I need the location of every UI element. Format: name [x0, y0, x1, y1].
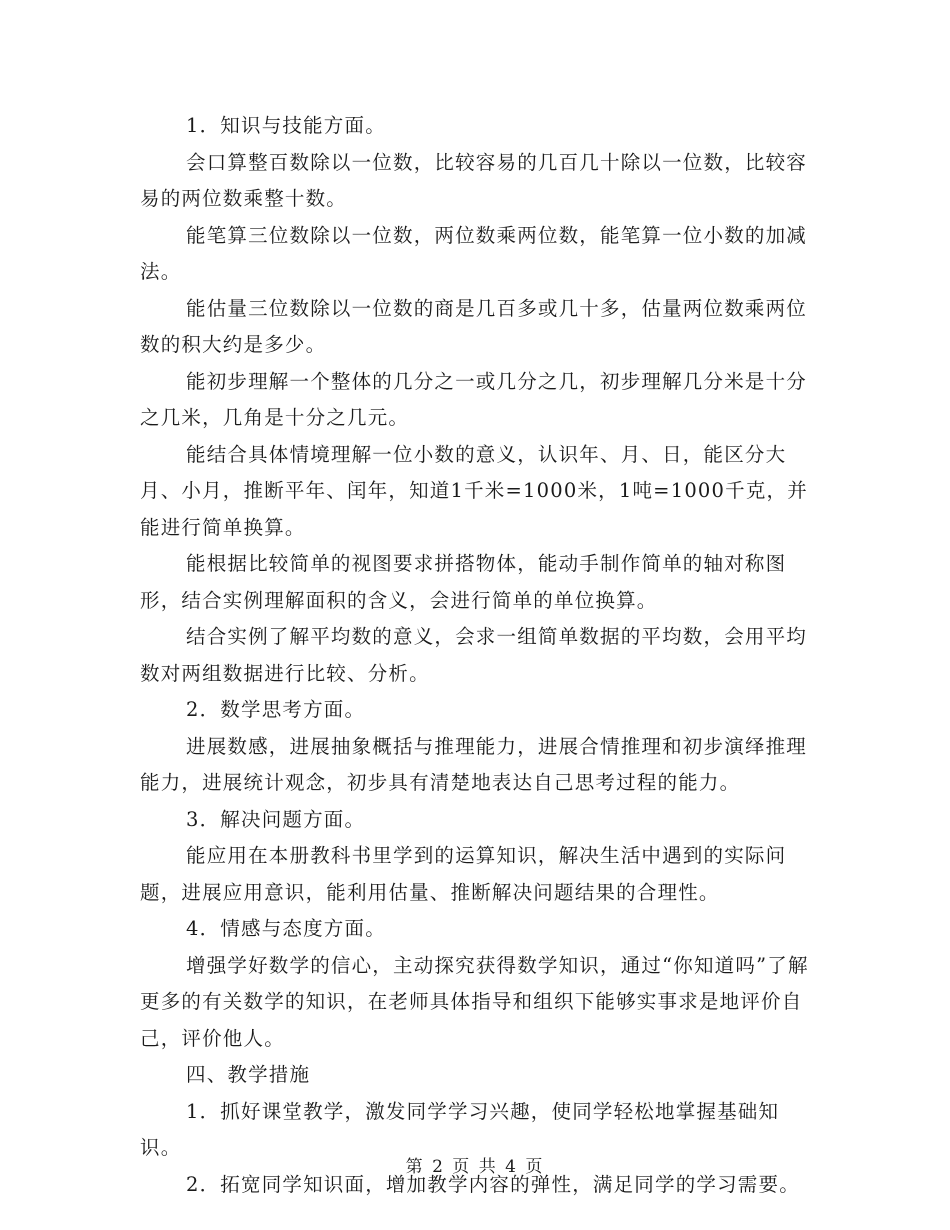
- paragraph-broaden-knowledge: 2．拓宽同学知识面，增加教学内容的弹性，满足同学的学习需要。: [186, 1172, 800, 1196]
- paragraph-decimals-calendar: 能结合具体情境理解一位小数的意义，认识年、月、日，能区分大月、小月，推断平年、闰年，知道1千米=1000米，1吨=1000千克，并能进行简单换算。: [140, 442, 808, 539]
- paragraph-number-sense: 进展数感，进展抽象概括与推理能力，进展合情推理和初步演绎推理能力，进展统计观念，初步具有清楚地表达自己思考过程的能力。: [140, 734, 808, 794]
- paragraph-average: 结合实例了解平均数的意义，会求一组简单数据的平均数，会用平均数对两组数据进行比较、分析。: [140, 625, 808, 685]
- document-body: [140, 108, 810, 1203]
- paragraph-classroom-teaching: 1．抓好课堂教学，激发同学学习兴趣，使同学轻松地掌握基础知识。: [140, 1099, 780, 1159]
- paragraph-oral-calculation: 会口算整百数除以一位数，比较容易的几百几十除以一位数，比较容易的两位数乘整十数。: [140, 150, 808, 210]
- heading-problem-solving: 3．解决问题方面。: [186, 807, 366, 831]
- paragraph-application: 能应用在本册教科书里学到的运算知识，解决生活中遇到的实际问题，进展应用意识，能利用估量、推断解决问题结果的合理性。: [140, 844, 787, 904]
- heading-emotion-attitude: 4．情感与态度方面。: [186, 917, 386, 940]
- paragraph-confidence: 增强学好数学的信心，主动探究获得数学知识，通过“你知道吗”了解更多的有关数学的知识，在老师具体指导和组织下能够实事求是地评价自己，评价他人。: [140, 953, 809, 1050]
- heading-teaching-measures: 四、教学措施: [186, 1063, 311, 1086]
- paragraph-written-calculation: 能笔算三位数除以一位数，两位数乘两位数，能笔算一位小数的加减法。: [140, 223, 808, 283]
- paragraph-estimation: 能估量三位数除以一位数的商是几百多或几十多，估量两位数乘两位数的积大约是多少。: [140, 296, 808, 356]
- heading-knowledge-skills: 1．知识与技能方面。: [186, 114, 386, 137]
- paragraph-fractions: 能初步理解一个整体的几分之一或几分之几，初步理解几分米是十分之几米，几角是十分之几元。: [140, 369, 808, 429]
- page-number-footer: 第 2 页 共 4 页: [405, 1157, 545, 1177]
- paragraph-geometry: 能根据比较简单的视图要求拼搭物体，能动手制作简单的轴对称图形，结合实例理解面积的含义，会进行简单的单位换算。: [140, 552, 787, 612]
- heading-math-thinking: 2．数学思考方面。: [186, 698, 366, 721]
